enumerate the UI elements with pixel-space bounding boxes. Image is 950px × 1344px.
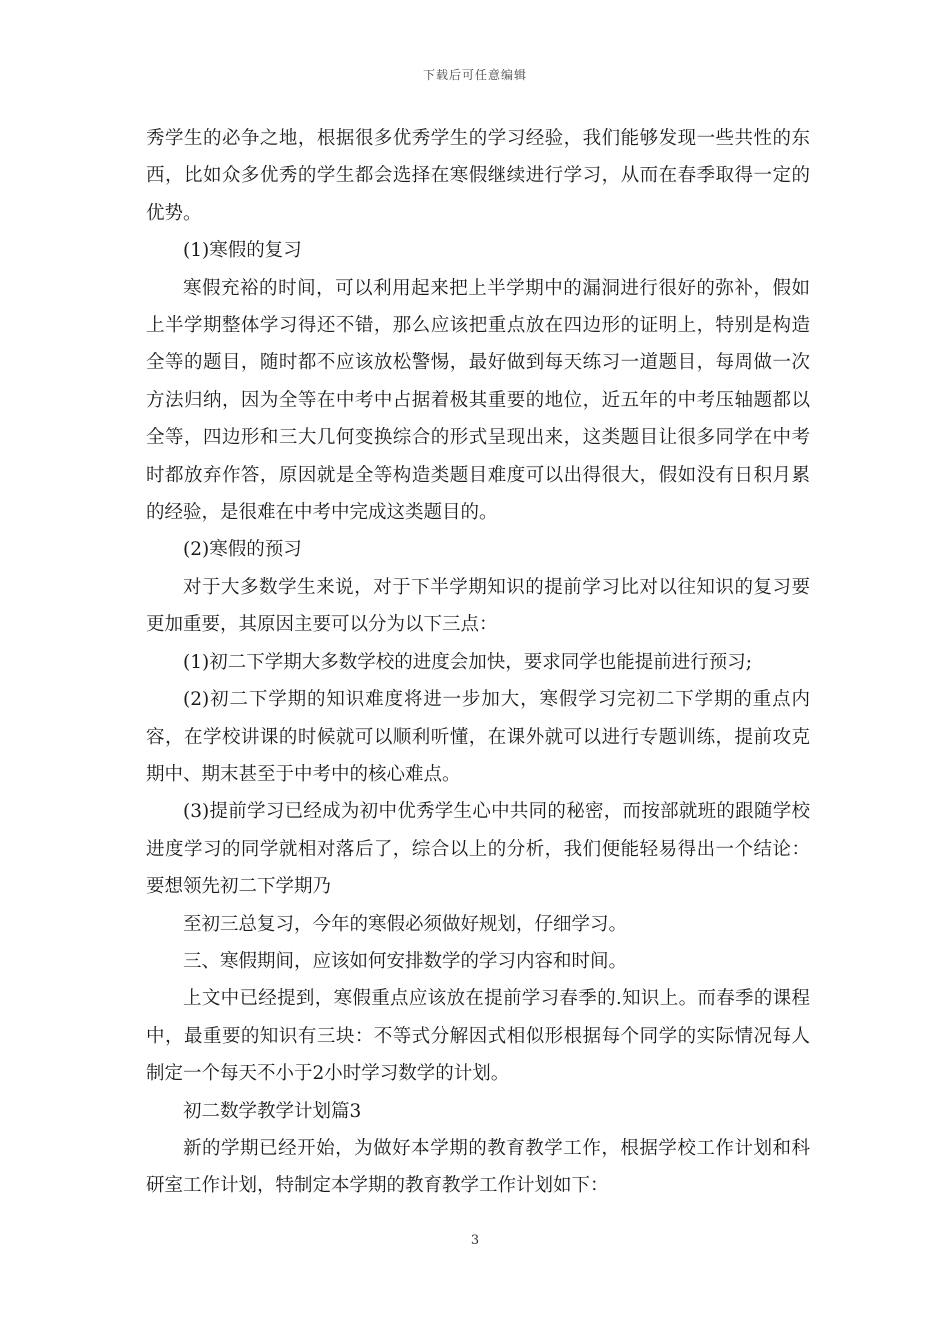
paragraph: 寒假充裕的时间，可以利用起来把上半学期中的漏洞进行很好的弥补，假如上半学期整体学习得还不错，那么应该把重点放在四边形的证明上，特别是构造全等的题目，随时都不应该放松警惕，最好做到每天练习一道题目，每周做一次方法归纳，因为全等在中考中占据着极其重要的地位，近五年的中考压轴题都以全等，四边形和三大几何变换综合的形式呈现出来，这类题目让很多同学在中考时都放弃作答，原因就是全等构造类题目难度可以出得很大，假如没有日积月累的经验，是很难在中考中完成这类题目的。 bbox=[146, 277, 810, 524]
section-heading: 三、寒假期间，应该如何安排数学的学习内容和时间。 bbox=[183, 950, 628, 972]
paragraph: 至初三总复习，今年的寒假必须做好规划，仔细学习。 bbox=[183, 913, 628, 935]
paragraph: 上文中已经提到，寒假重点应该放在提前学习春季的.知识上。而春季的课程中，最重要的知识有三块：不等式分解因式相似形根据每个同学的实际情况每人制定一个每天不小于2小时学习数学的计划。 bbox=[146, 988, 810, 1085]
page-header: 下载后可任意编辑 bbox=[422, 68, 527, 82]
section-heading: 初二数学教学计划篇3 bbox=[183, 1100, 362, 1122]
page-number: 3 bbox=[470, 1233, 480, 1248]
paragraph: 新的学期已经开始，为做好本学期的教育教学工作，根据学校工作计划和科研室工作计划，特制定本学期的教育教学工作计划如下： bbox=[146, 1137, 810, 1197]
paragraph: 对于大多数学生来说，对于下半学期知识的提前学习比对以往知识的复习要更加重要，其原因主要可以分为以下三点： bbox=[146, 576, 810, 636]
section-heading: (1)寒假的复习 bbox=[183, 240, 302, 262]
paragraph: 秀学生的必争之地，根据很多优秀学生的学习经验，我们能够发现一些共性的东西，比如众多优秀的学生都会选择在寒假继续进行学习，从而在春季取得一定的优势。 bbox=[146, 128, 810, 224]
section-heading: (2)寒假的预习 bbox=[183, 539, 302, 561]
list-item: (3)提前学习已经成为初中优秀学生心中共同的秘密，而按部就班的跟随学校进度学习的同学就相对落后了，综合以上的分析，我们便能轻易得出一个结论：要想领先初二下学期乃 bbox=[146, 801, 810, 898]
list-item: (2)初二下学期的知识难度将进一步加大，寒假学习完初二下学期的重点内容，在学校讲课的时候就可以顺利听懂，在课外就可以进行专题训练，提前攻克期中、期末甚至于中考中的核心难点。 bbox=[146, 689, 810, 785]
list-item: (1)初二下学期大多数学校的进度会加快，要求同学也能提前进行预习; bbox=[183, 651, 752, 673]
document-body bbox=[146, 120, 810, 1205]
